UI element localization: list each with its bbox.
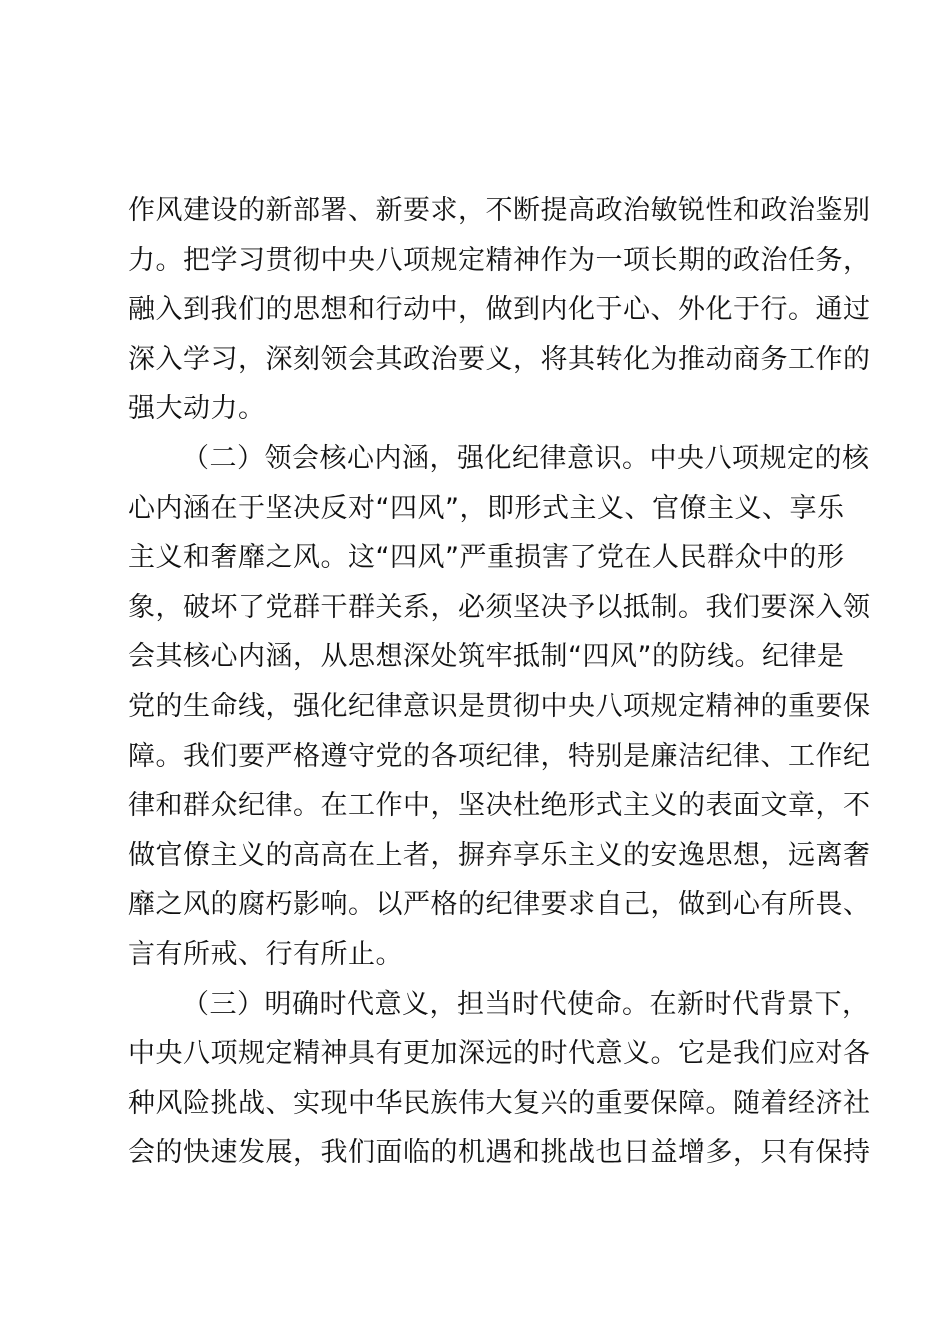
text-line: 会的快速发展，我们面临的机遇和挑战也日益增多，只有保持	[128, 1137, 871, 1169]
text-line: 融入到我们的思想和行动中，做到内化于心、外化于行。通过	[128, 294, 871, 326]
text-line: 言有所戒、行有所止。	[128, 938, 403, 970]
text-line: 深入学习，深刻领会其政治要义，将其转化为推动商务工作的	[128, 343, 871, 375]
text-line: 中央八项规定精神具有更加深远的时代意义。它是我们应对各	[128, 1038, 871, 1070]
text-line: 作风建设的新部署、新要求，不断提高政治敏锐性和政治鉴别	[128, 195, 871, 226]
text-line: 障。我们要严格遵守党的各项纪律，特别是廉洁纪律、工作纪	[128, 740, 871, 772]
text-line: 靡之风的腐朽影响。以严格的纪律要求自己，做到心有所畏、	[128, 889, 871, 921]
section-heading-line: （三）明确时代意义，担当时代使命。在新时代背景下，	[182, 988, 870, 1020]
body-text	[128, 186, 871, 1178]
text-line: 种风险挑战、实现中华民族伟大复兴的重要保障。随着经济社	[128, 1087, 871, 1119]
text-line: 象，破坏了党群干群关系，必须坚决予以抵制。我们要深入领	[128, 591, 871, 623]
text-line: 会其核心内涵，从思想深处筑牢抵制“四风”的防线。纪律是	[128, 641, 845, 673]
text-line: 律和群众纪律。在工作中，坚决杜绝形式主义的表面文章，不	[128, 790, 871, 822]
section-heading-line: （二）领会核心内涵，强化纪律意识。中央八项规定的核	[182, 442, 870, 474]
text-line: 主义和奢靡之风。这“四风”严重损害了党在人民群众中的形	[128, 542, 845, 574]
text-line: 做官僚主义的高高在上者，摒弃享乐主义的安逸思想，远离奢	[128, 839, 871, 871]
text-line: 党的生命线，强化纪律意识是贯彻中央八项规定精神的重要保	[128, 690, 871, 722]
text-line: 心内涵在于坚决反对“四风”，即形式主义、官僚主义、享乐	[128, 492, 845, 524]
text-line: 力。把学习贯彻中央八项规定精神作为一项长期的政治任务，	[128, 244, 871, 276]
text-line: 强大动力。	[128, 393, 266, 425]
